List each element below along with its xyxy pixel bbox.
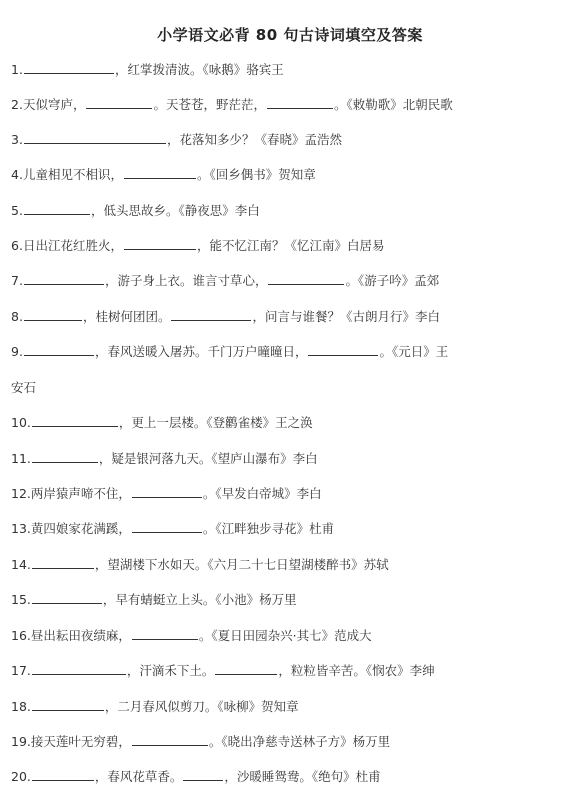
item-text: ，问言与谁餐？《古朗月行》李白 bbox=[252, 309, 440, 324]
item-text: ，汗滴禾下土。 bbox=[126, 663, 215, 678]
item-text: ，望湖楼下水如天。《六月二十七日望湖楼醉书》苏轼 bbox=[94, 557, 389, 572]
list-item bbox=[11, 273, 571, 289]
item-text: ，疑是银河落九天。《望庐山瀑布》李白 bbox=[98, 451, 318, 466]
list-item bbox=[11, 734, 571, 750]
answer-blank[interactable] bbox=[124, 167, 196, 179]
item-text: 安石 bbox=[11, 380, 37, 395]
item-text: ，红掌拨清波。《咏鹅》骆宾王 bbox=[114, 62, 284, 77]
item-number: 10. bbox=[11, 415, 31, 430]
item-number: 9. bbox=[11, 344, 23, 359]
item-number: 11. bbox=[11, 451, 31, 466]
item-text: 。《回乡偶书》贺知章 bbox=[196, 167, 316, 182]
answer-blank[interactable] bbox=[24, 344, 94, 356]
answer-blank[interactable] bbox=[24, 273, 104, 285]
answer-blank[interactable] bbox=[32, 451, 98, 463]
item-number: 19. bbox=[11, 734, 31, 749]
item-text: 黄四娘家花满蹊， bbox=[30, 521, 131, 536]
list-item bbox=[11, 415, 571, 431]
list-item bbox=[11, 521, 571, 537]
answer-blank[interactable] bbox=[24, 309, 82, 321]
list-item bbox=[11, 167, 571, 183]
item-text: ，春风送暖入屠苏。千门万户曈曈日， bbox=[94, 344, 308, 359]
answer-blank[interactable] bbox=[32, 557, 94, 569]
answer-blank[interactable] bbox=[24, 203, 90, 215]
answer-blank[interactable] bbox=[267, 97, 333, 109]
answer-blank[interactable] bbox=[32, 663, 126, 675]
item-text: 接天莲叶无穷碧， bbox=[30, 734, 131, 749]
item-text: ，游子身上衣。谁言寸草心， bbox=[104, 273, 268, 288]
item-number: 16. bbox=[11, 628, 31, 643]
list-item bbox=[11, 132, 571, 148]
item-text: ，花落知多少？《春晓》孟浩然 bbox=[166, 132, 342, 147]
item-text: 。天苍苍，野茫茫， bbox=[153, 97, 266, 112]
item-number: 5. bbox=[11, 203, 23, 218]
answer-blank[interactable] bbox=[32, 769, 94, 781]
answer-blank[interactable] bbox=[32, 415, 118, 427]
answer-blank[interactable] bbox=[32, 699, 104, 711]
item-number: 12. bbox=[11, 486, 31, 501]
item-text: 昼出耘田夜绩麻， bbox=[30, 628, 131, 643]
item-number: 3. bbox=[11, 132, 23, 147]
list-item bbox=[11, 769, 571, 785]
list-item bbox=[11, 628, 571, 644]
item-text: ，更上一层楼。《登鹳雀楼》王之涣 bbox=[118, 415, 313, 430]
item-number: 15. bbox=[11, 592, 31, 607]
answer-blank[interactable] bbox=[215, 663, 277, 675]
answer-blank[interactable] bbox=[132, 486, 202, 498]
list-item bbox=[11, 62, 571, 78]
answer-blank[interactable] bbox=[268, 273, 344, 285]
item-text: 。《早发白帝城》李白 bbox=[202, 486, 322, 501]
answer-blank[interactable] bbox=[86, 97, 152, 109]
answer-blank[interactable] bbox=[124, 238, 196, 250]
answer-blank[interactable] bbox=[132, 521, 202, 533]
item-text: 。《敕勒歌》北朝民歌 bbox=[333, 97, 453, 112]
item-number: 1. bbox=[11, 62, 23, 77]
list-item bbox=[11, 592, 571, 608]
item-text: ，春风花草香。 bbox=[94, 769, 183, 784]
list-item bbox=[11, 486, 571, 502]
page-title: 小学语文必背 80 句古诗词填空及答案 bbox=[157, 26, 423, 44]
item-number: 4. bbox=[11, 167, 23, 182]
answer-blank[interactable] bbox=[32, 592, 102, 604]
item-number: 6. bbox=[11, 238, 23, 253]
item-text: ，能不忆江南？《忆江南》白居易 bbox=[196, 238, 385, 253]
item-text: 天似穹庐， bbox=[22, 97, 86, 112]
item-text: ，低头思故乡。《静夜思》李白 bbox=[90, 203, 260, 218]
list-item bbox=[11, 699, 571, 715]
list-item bbox=[11, 663, 571, 679]
item-text: 。《元日》王 bbox=[379, 344, 449, 359]
answer-blank[interactable] bbox=[183, 769, 223, 781]
item-text: ，桂树何团团。 bbox=[82, 309, 171, 324]
item-text: ，二月春风似剪刀。《咏柳》贺知章 bbox=[104, 699, 299, 714]
item-text: 。《夏日田园杂兴·其七》范成大 bbox=[198, 628, 372, 643]
list-item bbox=[11, 309, 571, 325]
item-text: 。《江畔独步寻花》杜甫 bbox=[202, 521, 335, 536]
item-text: 。《晓出净慈寺送林子方》杨万里 bbox=[208, 734, 391, 749]
list-item bbox=[11, 557, 571, 573]
item-number: 2. bbox=[11, 97, 23, 112]
list-item-continuation bbox=[11, 380, 571, 396]
item-text: 。《游子吟》孟郊 bbox=[345, 273, 440, 288]
answer-blank[interactable] bbox=[24, 132, 166, 144]
item-text: ，早有蜻蜓立上头。《小池》杨万里 bbox=[102, 592, 297, 607]
item-number: 17. bbox=[11, 663, 31, 678]
answer-blank[interactable] bbox=[171, 309, 251, 321]
item-text: ，粒粒皆辛苦。《悯农》李绅 bbox=[278, 663, 435, 678]
item-text: ，沙暖睡鸳鸯。《绝句》杜甫 bbox=[224, 769, 381, 784]
item-text: 儿童相见不相识， bbox=[22, 167, 123, 182]
item-text: 两岸猿声啼不住， bbox=[30, 486, 131, 501]
item-number: 8. bbox=[11, 309, 23, 324]
answer-blank[interactable] bbox=[24, 62, 114, 74]
answer-blank[interactable] bbox=[308, 344, 378, 356]
item-number: 20. bbox=[11, 769, 31, 784]
answer-blank[interactable] bbox=[132, 734, 208, 746]
item-number: 7. bbox=[11, 273, 23, 288]
list-item bbox=[11, 238, 571, 254]
item-number: 13. bbox=[11, 521, 31, 536]
list-item bbox=[11, 344, 571, 360]
item-text: 日出江花红胜火， bbox=[22, 238, 123, 253]
item-number: 14. bbox=[11, 557, 31, 572]
answer-blank[interactable] bbox=[132, 628, 198, 640]
list-item bbox=[11, 451, 571, 467]
list-item bbox=[11, 203, 571, 219]
list-item bbox=[11, 97, 571, 113]
item-number: 18. bbox=[11, 699, 31, 714]
